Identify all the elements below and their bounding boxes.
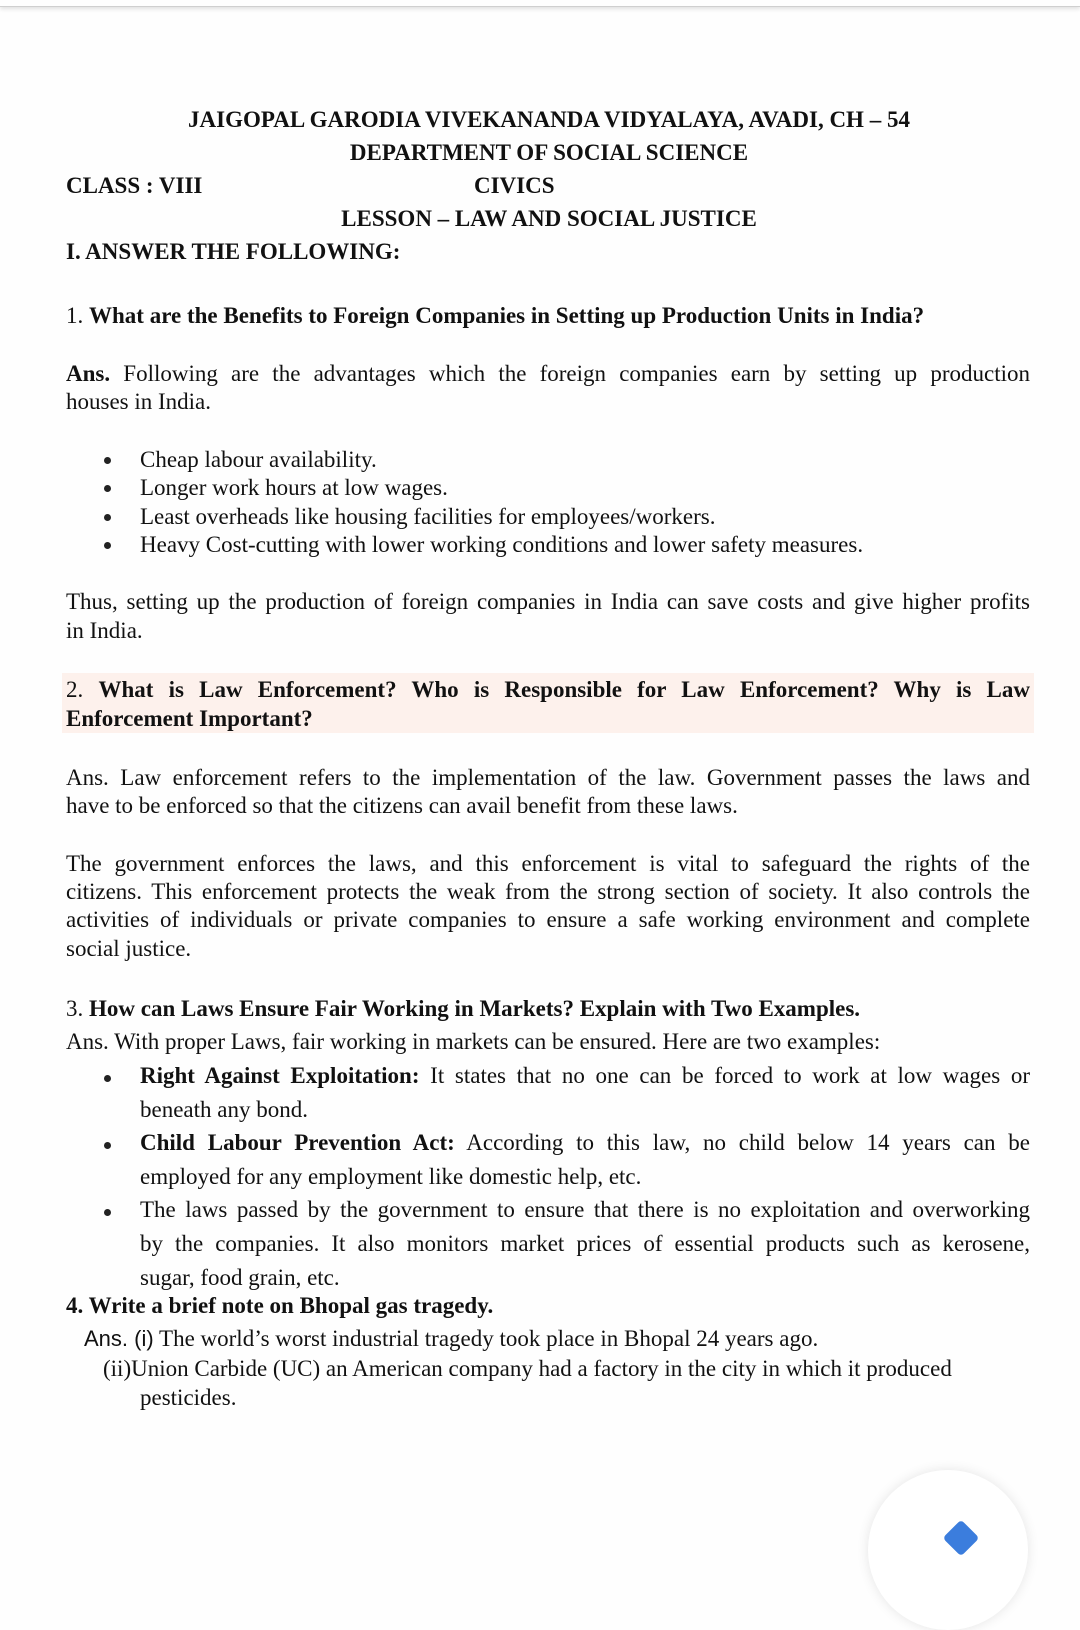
bullet-icon (104, 542, 111, 549)
answer-4-line-1 (84, 1325, 818, 1353)
paragraph-line: The government enforces the laws, and this enforcement is vital to safeguard the rights of the (66, 851, 1030, 876)
question-number: 2. (66, 677, 84, 702)
school-name: JAIGOPAL GARODIA VIVEKANANDA VIDYALAYA, AVADI, CH – 54 (188, 107, 910, 132)
answer-4-line-2: (ii)Union Carbide (UC) an American company had a factory in the city in which it produced (103, 1356, 952, 1381)
answer-1-line-2: houses in India. (66, 389, 212, 414)
class-label: CLASS : VIII (66, 173, 203, 198)
question-1 (66, 302, 924, 330)
lesson-title: LESSON – LAW AND SOCIAL JUSTICE (341, 206, 757, 231)
bullet-icon (104, 1142, 111, 1149)
bullet-icon (104, 1075, 111, 1082)
list-item-continued: employed for any employment like domestic help, etc. (140, 1164, 642, 1189)
section-heading: I. ANSWER THE FOLLOWING: (66, 239, 401, 264)
list-item: Longer work hours at low wages. (140, 475, 448, 500)
bullet-icon (104, 457, 111, 464)
question-number: 3. (66, 996, 84, 1021)
list-item-continued: sugar, food grain, etc. (140, 1265, 340, 1290)
subject-title: CIVICS (474, 173, 555, 198)
answer-label: Ans. (66, 361, 111, 386)
question-2-line-2: Enforcement Important? (66, 706, 313, 731)
question-text: What is Law Enforcement? Who is Responsible for Law Enforcement? Why is Law (98, 677, 1030, 702)
list-item: Heavy Cost-cutting with lower working conditions and lower safety measures. (140, 532, 864, 557)
list-item-continued: beneath any bond. (140, 1097, 308, 1122)
floating-action-button[interactable] (868, 1470, 1028, 1630)
bullet-icon (104, 485, 111, 492)
answer-2-line-2: have to be enforced so that the citizens can avail benefit from these laws. (66, 793, 738, 818)
list-item (140, 1062, 1030, 1090)
answer-prefix: Ans. (i) (84, 1326, 154, 1351)
answer-text: Following are the advantages which the foreign companies earn by setting up production (123, 361, 1031, 386)
paragraph-line: citizens. This enforcement protects the weak from the strong section of society. It also controls the (66, 879, 1030, 904)
department-title: DEPARTMENT OF SOCIAL SCIENCE (349, 140, 749, 165)
list-item-title: Child Labour Prevention Act: (140, 1130, 455, 1155)
question-number: 1. (66, 303, 84, 328)
list-item-text: It states that no one can be forced to work at low wages or (419, 1063, 1030, 1088)
paragraph-line: social justice. (66, 936, 192, 961)
question-text: How can Laws Ensure Fair Working in Markets? Explain with Two Examples. (89, 996, 861, 1021)
list-item: The laws passed by the government to ensure that there is no exploitation and overworking (140, 1197, 1030, 1222)
list-item (140, 1129, 1030, 1157)
conclusion-line-1: Thus, setting up the production of foreign companies in India can save costs and give higher profits (66, 589, 1030, 614)
viewer-top-bar (0, 0, 1080, 7)
question-text: What are the Benefits to Foreign Companies in Setting up Production Units in India? (89, 303, 925, 328)
list-item: Cheap labour availability. (140, 447, 377, 472)
conclusion-line-2: in India. (66, 618, 143, 643)
list-item-title: Right Against Exploitation: (140, 1063, 420, 1088)
list-item-text: According to this law, no child below 14 years can be (454, 1130, 1030, 1155)
answer-2-line-1: Ans. Law enforcement refers to the implementation of the law. Government passes the laws and (66, 765, 1030, 790)
bullet-icon (104, 1209, 111, 1216)
answer-text: The world’s worst industrial tragedy took place in Bhopal 24 years ago. (153, 1326, 819, 1351)
bullet-icon (104, 514, 111, 521)
question-3 (66, 995, 860, 1023)
answer-1-line-1 (66, 360, 1030, 388)
question-2-line-1 (66, 676, 1030, 704)
list-item: Least overheads like housing facilities for employees/workers. (140, 504, 716, 529)
answer-3: Ans. With proper Laws, fair working in markets can be ensured. Here are two examples: (66, 1029, 881, 1054)
list-item-continued: by the companies. It also monitors market prices of essential products such as kerosene, (140, 1231, 1030, 1256)
question-4: 4. Write a brief note on Bhopal gas tragedy. (66, 1293, 494, 1318)
paragraph-line: activities of individuals or private companies to ensure a safe working environment and complete (66, 907, 1030, 932)
answer-4-line-3: pesticides. (140, 1385, 237, 1410)
